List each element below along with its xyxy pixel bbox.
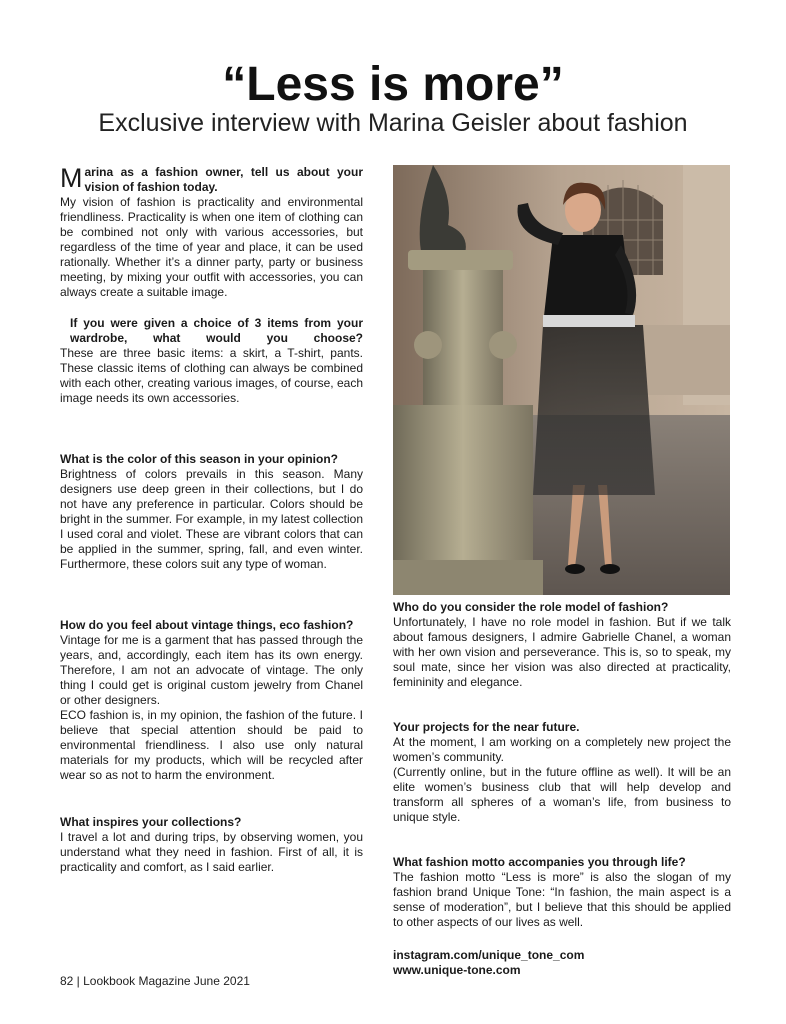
answer-eco: ECO fashion is, in my opinion, the fashion of the future. I believe that special attention should be paid to environmental friendliness. I also use only natural materials for my products, which will be recycled after wear so as not to harm the environment. bbox=[60, 708, 363, 782]
article-subtitle: Exclusive interview with Marina Geisler about fashion bbox=[98, 109, 688, 137]
question-inspiration: What inspires your collections? bbox=[60, 815, 242, 829]
qa-vision bbox=[60, 165, 363, 300]
qa-projects bbox=[393, 720, 731, 825]
qa-wardrobe bbox=[60, 316, 363, 406]
right-column bbox=[393, 600, 731, 978]
question-vision-text: arina as a fashion owner, tell us about your vision of fashion today. bbox=[84, 165, 363, 194]
contact-links bbox=[393, 948, 731, 978]
instagram-link[interactable]: instagram.com/unique_tone_com bbox=[393, 948, 585, 962]
portrait-photo bbox=[393, 165, 730, 595]
drop-cap: M bbox=[60, 163, 83, 193]
question-vision bbox=[60, 165, 363, 195]
answer-color: Brightness of colors prevails in this season. Many designers use deep green in their collections, but I do not have any preference in particular. Colors should be bright in the summer. For example, in my latest collection I used coral and violet. These are vibrant colors that can be applied in the summer, spring, fall, and even winter. Furthermore, these colors suit any type of woman. bbox=[60, 467, 363, 571]
left-column bbox=[60, 165, 363, 875]
website-link[interactable]: www.unique-tone.com bbox=[393, 963, 521, 977]
answer-vintage: Vintage for me is a garment that has passed through the years, and, accordingly, each item has its own energy. Therefore, I am not an advocate of vintage. The only thing I could get is original custom jewelry from Chanel or other designers. bbox=[60, 633, 363, 707]
question-wardrobe: If you were given a choice of 3 items from your wardrobe, what would you choose? bbox=[70, 316, 363, 345]
question-vintage: How do you feel about vintage things, eco fashion? bbox=[60, 618, 354, 632]
qa-vintage bbox=[60, 618, 363, 783]
question-color: What is the color of this season in your opinion? bbox=[60, 452, 339, 466]
answer-projects: At the moment, I am working on a completely new project the women’s community. bbox=[393, 735, 731, 764]
answer-wardrobe: These are three basic items: a skirt, a T-shirt, pants. These classic items of clothing can always be combined with each other, creating various images, of course, each image needs its own accessories. bbox=[60, 346, 363, 405]
qa-color bbox=[60, 452, 363, 572]
answer-inspiration: I travel a lot and during trips, by observing women, you understand what they need in fashion. First of all, it is practicality and comfort, as I said earlier. bbox=[60, 830, 363, 874]
page-footer: 82 | Lookbook Magazine June 2021 bbox=[60, 974, 250, 988]
question-projects: Your projects for the near future. bbox=[393, 720, 580, 734]
answer-vision: My vision of fashion is practicality and environmental friendliness. Practicality is when one item of clothing can be combined not only with various accessories, but regardless of the time of year and place, it can be used rationally. Whether it’s a dinner party, party or business meeting, by mixing your outfit with accessories, you can always create a suitable image. bbox=[60, 195, 363, 299]
answer-motto: The fashion motto “Less is more” is also the slogan of my fashion brand Unique Tone: “In fashion, the main aspect is a sense of moderation”, but I believe that this should be applied to other aspects of our lives as well. bbox=[393, 870, 731, 929]
article-headline: “Less is more” bbox=[222, 58, 564, 111]
answer-projects-club: (Currently online, but in the future offline as well). It will be an elite women’s business club that will help develop and transform all spheres of a woman’s life, from business to unique style. bbox=[393, 765, 731, 824]
qa-motto bbox=[393, 855, 731, 930]
answer-role-model: Unfortunately, I have no role model in fashion. But if we talk about famous designers, I admire Gabrielle Chanel, a woman with her own vision and perseverance. This is, so to speak, my soul mate, since her vision was also directed at practicality, femininity and elegance. bbox=[393, 615, 731, 689]
question-motto: What fashion motto accompanies you through life? bbox=[393, 855, 686, 869]
question-role-model: Who do you consider the role model of fashion? bbox=[393, 600, 669, 614]
qa-role-model bbox=[393, 600, 731, 690]
qa-inspiration bbox=[60, 815, 363, 875]
